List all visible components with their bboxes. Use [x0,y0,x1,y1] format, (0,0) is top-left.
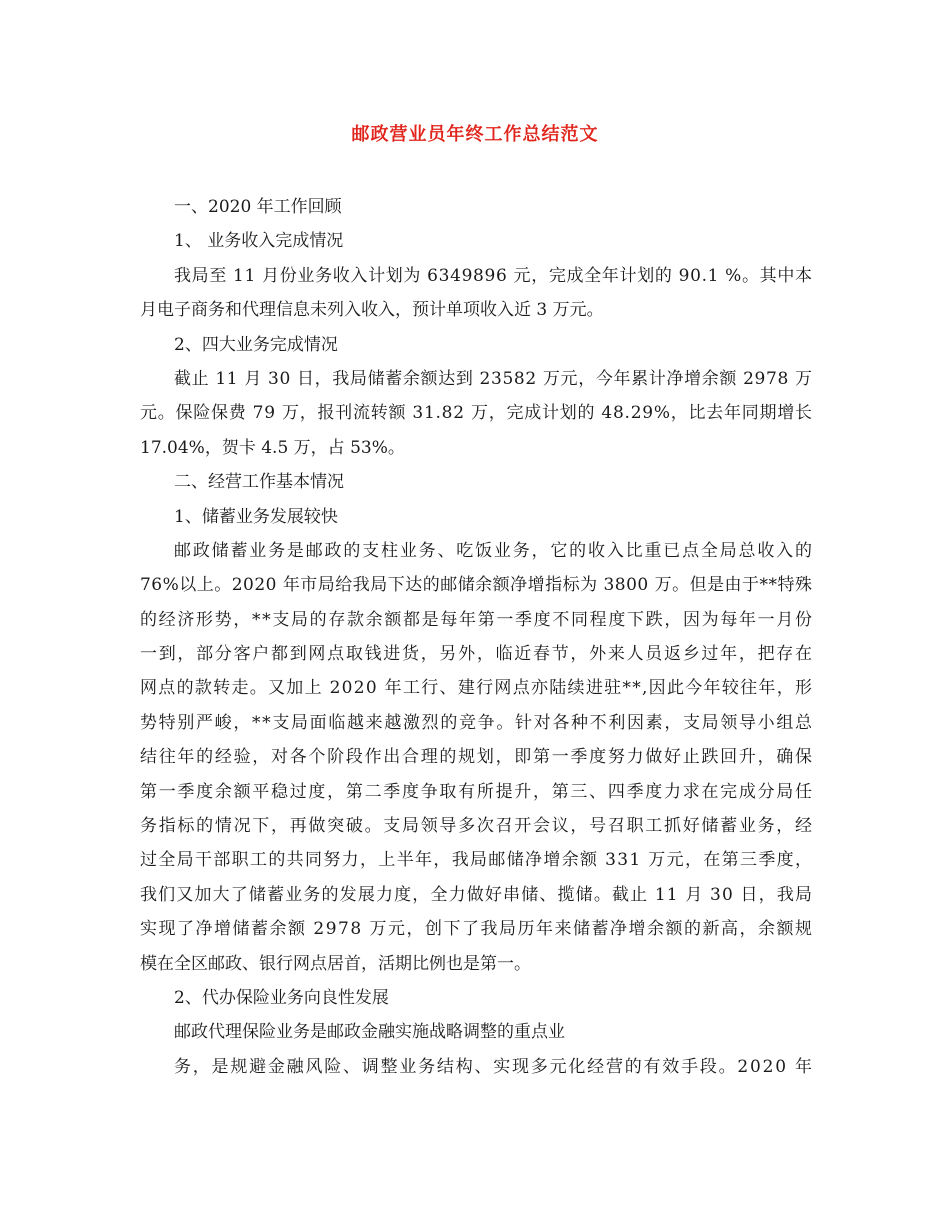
body-text-line: 邮政储蓄业务是邮政的支柱业务、吃饭业务，它的收入比重已点全局总收入的 [174,540,814,561]
body-text-line: 邮政代理保险业务是邮政金融实施战略调整的重点业 [174,1022,565,1043]
body-text-line: 月电子商务和代理信息未列入收入，预计单项收入近 3 万元。 [140,300,604,321]
body-text-line: 截止 11 月 30 日，我局储蓄余额达到 23582 万元，今年累计净增余额 2978 万 [174,368,813,389]
body-text-line: 结往年的经验，对各个阶段作出合理的规划，即第一季度努力做好止跌回升，确保 [140,747,814,768]
body-text-line: 元。保险保费 79 万，报刊流转额 31.82 万，完成计划的 48.29%，比去年同期增长 [140,403,813,424]
body-text-line: 2、四大业务完成情况 [174,334,338,355]
body-text-line: 17.04%，贺卡 4.5 万，占 53%。 [140,437,405,458]
body-text-line: 第一季度余额平稳过度，第二季度争取有所提升，第三、四季度力求在完成分局任 [140,781,814,802]
body-text-line: 务，是规避金融风险、调整业务结构、实现多元化经营的有效手段。2020 年 [174,1056,814,1077]
body-text-line: 一到，部分客户都到网点取钱进货，另外，临近春节，外来人员返乡过年，把存在 [140,644,814,665]
body-text-line: 我局至 11 月份业务收入计划为 6349896 元，完成全年计划的 90.1 %。其中本 [174,265,813,286]
body-text-line: 网点的款转走。又加上 2020 年工行、建行网点亦陆续进驻**,因此今年较往年，形 [140,678,814,699]
document-body [140,190,812,1084]
body-text-line: 过全局干部职工的共同努力，上半年，我局邮储净增余额 331 万元，在第三季度， [140,850,814,871]
body-text-line: 76%以上。2020 年市局给我局下达的邮储余额净增指标为 3800 万。但是由于**特殊 [140,575,813,596]
document-title: 邮政营业员年终工作总结范文 [351,124,599,145]
body-text-line: 2、代办保险业务向良性发展 [174,987,389,1008]
body-text-line: 1、储蓄业务发展较快 [174,506,338,527]
body-text-line: 我们又加大了储蓄业务的发展力度，全力做好串储、揽储。截止 11 月 30 日，我局 [140,884,814,905]
body-text-line: 一、2020 年工作回顾 [174,197,342,217]
body-text-line: 模在全区邮政、银行网点居首，活期比例也是第一。 [140,953,531,974]
body-text-line: 务指标的情况下，再做突破。支局领导多次召开会议，号召职工抓好储蓄业务，经 [140,816,814,837]
body-text-line: 的经济形势，**支局的存款余额都是每年第一季度不同程度下跌，因为每年一月份 [140,609,814,630]
body-text-line: 1、 业务收入完成情况 [174,231,344,252]
body-text-line: 势特别严峻，**支局面临越来越激烈的竞争。针对各种不利因素，支局领导小组总 [140,712,814,733]
body-text-line: 实现了净增储蓄余额 2978 万元，创下了我局历年来储蓄净增余额的新高，余额规 [140,919,814,940]
body-text-line: 二、经营工作基本情况 [174,472,344,493]
